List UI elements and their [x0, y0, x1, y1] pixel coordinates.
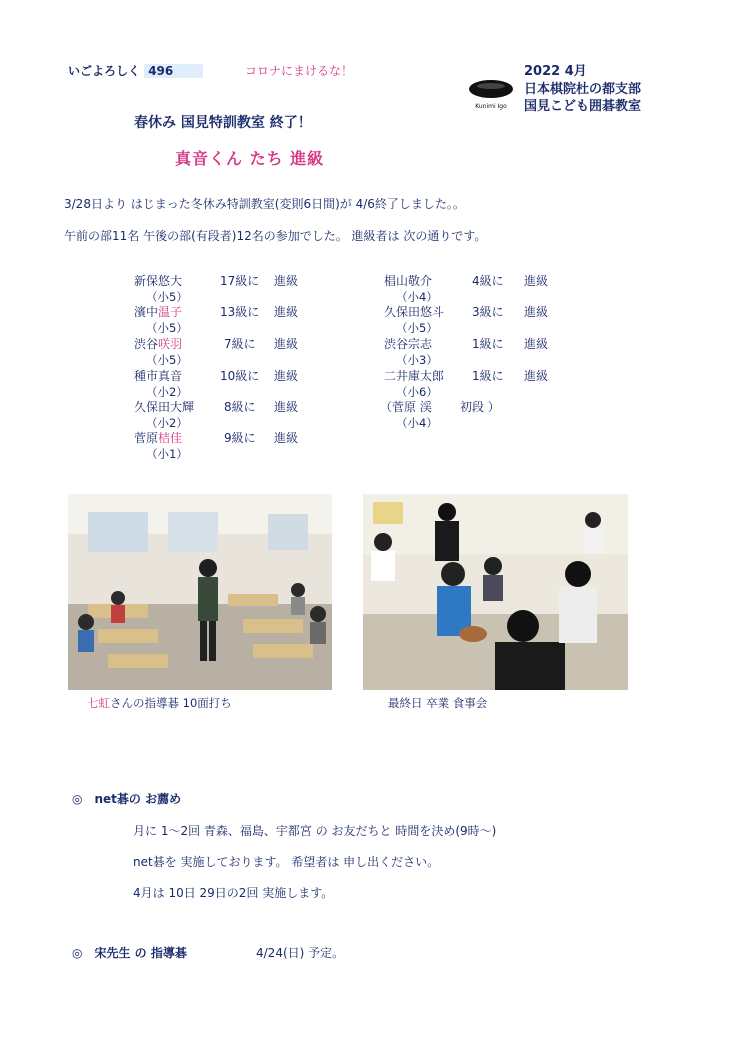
student-name: 二井庫太郎	[384, 369, 445, 383]
main-heading: 春休み 国見特訓教室 終了！	[134, 115, 312, 131]
student-name: 菅原桔佳	[134, 431, 183, 445]
promotion-level: 17級に	[220, 274, 260, 288]
student-name: 渋谷咲羽	[134, 337, 183, 351]
kunimi-igo-logo	[466, 76, 516, 112]
promotion-result: 進級	[274, 305, 299, 319]
student-grade: （小5）	[146, 321, 188, 335]
student-name: 濱中温子	[134, 305, 183, 319]
promotion-result: 進級	[524, 274, 549, 288]
student-grade: （小1）	[146, 447, 188, 461]
promotion-result: 進級	[524, 337, 549, 351]
logo-text: Kunimi Igo	[475, 103, 507, 110]
promotion-level: 10級に	[220, 369, 260, 383]
promotion-level: 1級に	[472, 337, 504, 351]
promotion-result: 進級	[274, 274, 299, 288]
intro-line-1: 3/28日より はじまった冬休み特訓教室(変則6日間)が 4/6終了しました。。	[64, 197, 465, 211]
student-name: 椙山敬介	[384, 274, 433, 288]
student-name: 渋谷宗志	[384, 337, 433, 351]
promotion-result: 進級	[274, 400, 299, 414]
student-name: 久保田大輝	[134, 400, 195, 414]
series-title	[68, 62, 203, 79]
teaching-date: 4/24(日) 予定。	[256, 946, 345, 960]
series-name: いごよろしく	[68, 64, 141, 78]
promotion-level: 13級に	[220, 305, 260, 319]
student-grade: （小5）	[146, 290, 188, 304]
student-name: （菅原 渓	[380, 400, 432, 414]
student-name: 新保悠大	[134, 274, 183, 288]
student-grade: （小4）	[396, 416, 438, 430]
promotion-level: 4級に	[472, 274, 504, 288]
student-grade: （小4）	[396, 290, 438, 304]
promotion-level: 3級に	[472, 305, 504, 319]
sub-heading: 真音くん たち 進級	[175, 149, 325, 168]
student-name: 種市真音	[134, 369, 183, 383]
lunch-caption: 最終日 卒業 食事会	[388, 696, 488, 710]
promotion-level: 9級に	[224, 431, 256, 445]
lunch-photo	[363, 494, 628, 690]
bullet-icon: ◎	[72, 946, 83, 960]
classroom-photo	[68, 494, 332, 690]
teaching-heading: ◎ 宋先生 の 指導碁	[72, 946, 187, 960]
classroom-caption: 七虹さんの指導碁 10面打ち	[87, 696, 232, 710]
promotion-result: 進級	[274, 431, 299, 445]
promotion-level: 1級に	[472, 369, 504, 383]
promotion-result: 進級	[524, 369, 549, 383]
promotion-result: 進級	[524, 305, 549, 319]
covid-slogan: コロナにまけるな！	[245, 64, 354, 78]
issue-number: 496	[144, 64, 203, 78]
promotion-result: 進級	[274, 337, 299, 351]
promotion-level: 初段 ）	[460, 400, 500, 414]
student-grade: （小2）	[146, 416, 188, 430]
net-go-line-1: 月に 1～2回 青森、福島、宇都宮 の お友だちと 時間を決め(9時～)	[133, 824, 497, 838]
school-name: 国見こども囲碁教室	[524, 99, 642, 114]
intro-line-2: 午前の部11名 午後の部(有段者)12名の参加でした。 進級者は 次の通りです。	[64, 229, 487, 243]
student-grade: （小3）	[396, 353, 438, 367]
student-grade: （小5）	[146, 353, 188, 367]
promotion-level: 7級に	[224, 337, 256, 351]
student-name: 久保田悠斗	[384, 305, 445, 319]
bullet-icon: ◎	[72, 792, 83, 806]
student-grade: （小6）	[396, 385, 438, 399]
issue-date: 2022 4月	[524, 64, 587, 79]
promotion-level: 8級に	[224, 400, 256, 414]
net-go-heading: ◎ net碁の お薦め	[72, 792, 182, 806]
student-grade: （小2）	[146, 385, 188, 399]
student-grade: （小5）	[396, 321, 438, 335]
org-name: 日本棋院杜の都支部	[524, 82, 642, 97]
net-go-line-3: 4月は 10日 29日の2回 実施します。	[133, 886, 334, 900]
net-go-line-2: net碁を 実施しております。 希望者は 申し出ください。	[133, 855, 440, 869]
promotion-result: 進級	[274, 369, 299, 383]
